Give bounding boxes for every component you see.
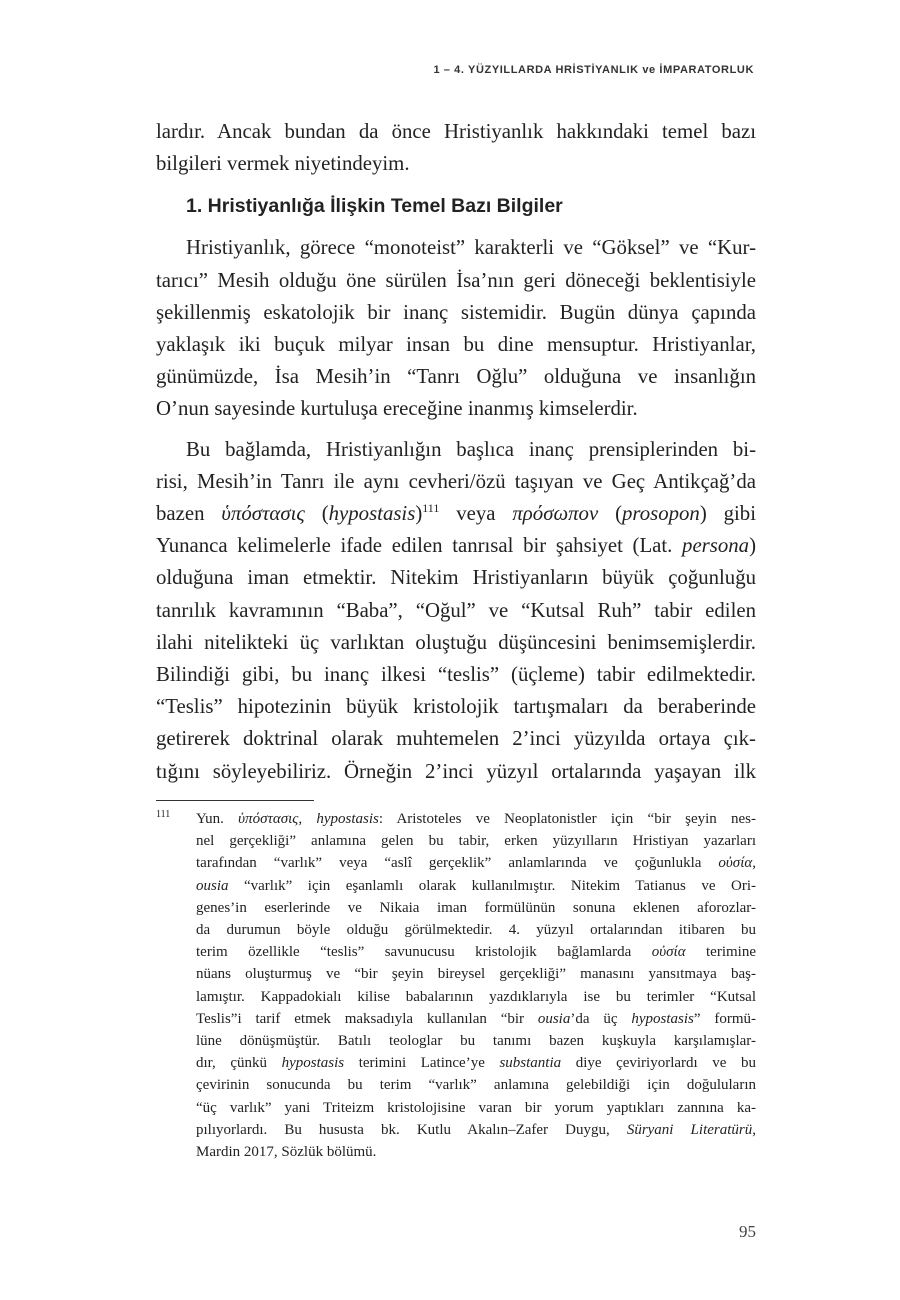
text-line: O’nun sayesinde kurtuluşa ereceğine inanmış kimselerdir. — [156, 397, 638, 421]
paragraph-1 — [156, 232, 756, 425]
term: persona — [682, 534, 750, 558]
text-line: yaklaşık iki buçuk milyar insan bu dine mensuptur. Hristiyanlar, — [156, 333, 756, 357]
page-number: 95 — [739, 1222, 756, 1241]
footnote-line: Mardin 2017, Sözlük bölümü. — [196, 1144, 377, 1161]
text-line: bilgileri vermek niyetindeyim. — [156, 152, 410, 176]
footnote-line: nel gerçekliği” anlamına gelen bu tabir, erken yüzyılların Hristiyan yazarları — [196, 833, 756, 850]
footnote-line: pılıyorlardı. Bu hususta bk. Kutlu Akalın–Zafer Duygu, Süryani Literatürü, — [196, 1121, 756, 1138]
text-line: Hristiyanlık, görece “monoteist” karakterli ve “Göksel” ve “Kur- — [186, 236, 756, 260]
text-line: tarıcı” Mesih olduğu öne sürülen İsa’nın geri döneceği beklentisiyle — [156, 268, 756, 292]
paragraph-2 — [156, 434, 756, 788]
term: prosopon — [622, 502, 700, 526]
footnote-line: tarafından “varlık” veya “aslî gerçeklik” anlamlarında ve çoğunlukla οὐσία, — [196, 855, 756, 872]
footnote-line: lamıştır. Kappadokialı kilise babalarının yazdıklarıyla ise bu terimler “Kutsal — [196, 988, 756, 1005]
text-line: günümüzde, İsa Mesih’in “Tanrı Oğlu” olduğuna ve insanlığın — [156, 365, 756, 389]
text-line: risi, Mesih’in Tanrı ile aynı cevheri/özü taşıyan ve Geç Antikçağ’da — [156, 469, 756, 493]
text-line: Bu bağlamda, Hristiyanlığın başlıca inanç prensiplerinden bi- — [186, 437, 756, 461]
intro-paragraph — [156, 116, 756, 180]
footnote-line: dır, çünkü hypostasis terimini Latince’ye substantia diye çeviriyorlardı ve bu — [196, 1055, 756, 1072]
text-line: “Teslis” hipotezinin büyük kristolojik tartışmaları da beraberinde — [156, 695, 756, 719]
footnote-number: 111 — [156, 809, 171, 820]
footnote-ref: 111 — [422, 501, 440, 516]
text-line: tanrılık kavramının “Baba”, “Oğul” ve “Kutsal Ruh” tabir edilen — [156, 598, 756, 622]
text-line: olduğuna iman etmektir. Nitekim Hristiyanların büyük çoğunluğu — [156, 566, 756, 590]
footnote-line: çevirinin sonucunda bu terim “varlık” anlamına gelebildiği için doğuluların — [196, 1077, 756, 1094]
footnote — [156, 808, 756, 1163]
term: hypostasis — [328, 502, 416, 526]
footnote-line: ousia “varlık” için eşanlamlı olarak kullanılmıştır. Nitekim Tatianus ve Ori- — [196, 877, 756, 894]
text-line: lardır. Ancak bundan da önce Hristiyanlık hakkındaki temel bazı — [156, 120, 756, 143]
footnote-divider — [156, 800, 314, 801]
main-text — [156, 116, 756, 788]
footnote-line: “üç varlık” yani Triteizm kristolojisine varan bir yorum yaptıkları zannına ka- — [196, 1099, 756, 1116]
footnote-line: Yun. ὑπόστασις, hypostasis: Aristoteles ve Neoplatonistler için “bir şeyin nes- — [196, 811, 757, 827]
text-line: bazen ὑπόστασις (hypostasis)$^{111}$ veya πρόσωπον (prosopon) gibi — [156, 501, 756, 526]
text-line: Bilindiği gibi, bu inanç ilkesi “teslis” (üçleme) tabir edilmektedir. — [156, 663, 756, 687]
greek-term: πρόσωπον — [512, 502, 599, 526]
text-line: ilahi nitelikteki üç varlıktan oluştuğu düşüncesini benimsemişlerdir. — [156, 630, 756, 654]
footnote-line: lüne dönüşmüştür. Batılı teologlar bu tanımı bazen kuşkuyla karşılamışlar- — [196, 1033, 756, 1050]
running-header: 1 – 4. YÜZYILLARDA HRİSTİYANLIK ve İMPARATORLUK — [433, 64, 754, 76]
text-line: şekillenmiş eskatolojik bir inanç sistemidir. Bugün dünya çapında — [156, 300, 756, 324]
footnote-line: da durumun böyle olduğu görülmektedir. 4. yüzyıl ortalarından itibaren bu — [196, 922, 756, 939]
section-heading: 1. Hristiyanlığa İlişkin Temel Bazı Bilgiler — [186, 195, 563, 218]
text-line: tığını söyleyebiliriz. Örneğin 2’inci yüzyıl ortalarında yaşayan ilk — [156, 759, 756, 783]
text-line: getirerek doktrinal olarak muhtemelen 2’inci yüzyılda ortaya çık- — [156, 727, 756, 751]
footnote-line: genes’in eserlerinde ve Nikaia iman formülünün sonuna eklenen aforozlar- — [196, 899, 756, 916]
footnote-line: terim özellikle “teslis” savunucusu kristolojik bağlamlarda οὐσία terimine — [196, 944, 756, 961]
greek-term: ὑπόστασις — [221, 502, 305, 526]
footnote-line: Teslis”i tarif etmek maksadıyla kullanılan “bir ousia’da üç hypostasis” formü- — [196, 1010, 756, 1027]
text-line: Yunanca kelimelerle ifade edilen tanrısal bir şahsiyet (Lat. persona) — [156, 534, 756, 558]
footnote-line: nüans oluşturmuş ve “bir şeyin bireysel gerçekliği” manasını yansıtmaya baş- — [196, 966, 756, 983]
